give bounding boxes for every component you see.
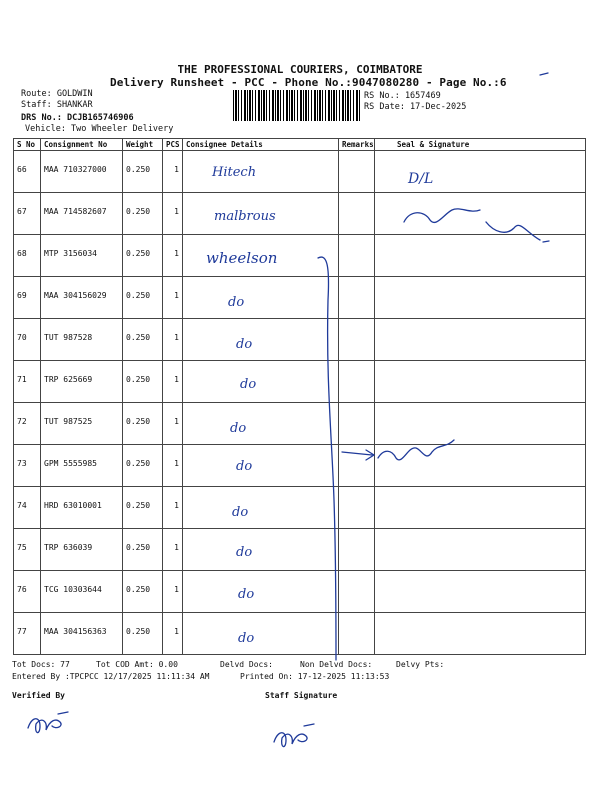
cell-consignment: TRP 636039 <box>41 529 123 571</box>
seal-handwriting: D/L <box>408 171 434 187</box>
col-consignment: Consignment No <box>41 139 123 151</box>
handwriting: do <box>236 459 253 474</box>
rs-date: RS Date: 17-Dec-2025 <box>364 102 467 112</box>
cell-weight: 0.250 <box>123 403 163 445</box>
handwriting: do <box>230 421 247 436</box>
cell-weight: 0.250 <box>123 361 163 403</box>
entered-by: Entered By :TPCPCC 12/17/2025 11:11:34 AM <box>12 672 210 681</box>
cell-consignment: TUT 987525 <box>41 403 123 445</box>
cell-consignment: TUT 987528 <box>41 319 123 361</box>
cell-weight: 0.250 <box>123 193 163 235</box>
document-title: THE PROFESSIONAL COURIERS, COIMBATORE <box>177 63 423 76</box>
handwriting: do <box>240 377 257 392</box>
cell-sno: 76 <box>14 571 41 613</box>
handwriting: Hitech <box>212 165 257 180</box>
cell-pcs: 1 <box>163 529 183 571</box>
col-sno: S No <box>14 139 41 151</box>
verified-signature <box>28 712 68 733</box>
runsheet-subtitle: Delivery Runsheet - PCC - Phone No.:9047080280 - Page No.:6 <box>110 76 507 89</box>
vehicle-label: Vehicle: Two Wheeler Delivery <box>25 124 174 134</box>
cell-consignment: HRD 63010001 <box>41 487 123 529</box>
cell-weight: 0.250 <box>123 319 163 361</box>
col-seal: Seal & Signature <box>375 139 586 151</box>
handwriting: wheelson <box>206 249 278 267</box>
total-cod-amount: Tot COD Amt: 0.00 <box>96 660 178 669</box>
cell-consignment: MAA 304156363 <box>41 613 123 655</box>
cell-pcs: 1 <box>163 487 183 529</box>
staff-label: Staff: SHANKAR <box>21 100 93 110</box>
delivered-docs: Delvd Docs: <box>220 660 273 669</box>
pen-mark <box>540 73 548 75</box>
cell-weight: 0.250 <box>123 445 163 487</box>
cell-sno: 67 <box>14 193 41 235</box>
cell-sno: 72 <box>14 403 41 445</box>
cell-sno: 70 <box>14 319 41 361</box>
cell-sno: 66 <box>14 151 41 193</box>
cell-consignment: MAA 304156029 <box>41 277 123 319</box>
cell-weight: 0.250 <box>123 151 163 193</box>
delivery-points: Delvy Pts: <box>396 660 445 669</box>
cell-sno: 73 <box>14 445 41 487</box>
handwriting: do <box>232 505 249 520</box>
cell-consignment: MAA 710327000 <box>41 151 123 193</box>
cell-sno: 77 <box>14 613 41 655</box>
pen-mark <box>543 241 549 242</box>
col-consignee: Consignee Details <box>183 139 339 151</box>
handwriting: malbrous <box>214 209 276 224</box>
cell-consignment: GPM 5555985 <box>41 445 123 487</box>
cell-sno: 68 <box>14 235 41 277</box>
cell-pcs: 1 <box>163 235 183 277</box>
cell-consignment: MTP 3156034 <box>41 235 123 277</box>
handwriting: do <box>236 545 253 560</box>
cell-pcs: 1 <box>163 319 183 361</box>
handwriting: do <box>228 295 245 310</box>
cell-weight: 0.250 <box>123 487 163 529</box>
staff-signature-label: Staff Signature <box>265 691 338 700</box>
arrow-to-signature <box>342 452 372 455</box>
rs-number: RS No.: 1657469 <box>364 91 441 101</box>
signature-scribble <box>378 440 454 460</box>
cell-pcs: 1 <box>163 151 183 193</box>
cell-pcs: 1 <box>163 403 183 445</box>
cell-sno: 75 <box>14 529 41 571</box>
col-pcs: PCS <box>163 139 183 151</box>
cell-pcs: 1 <box>163 613 183 655</box>
cell-weight: 0.250 <box>123 571 163 613</box>
ditto-arrow-line <box>318 257 336 660</box>
col-remarks: Remarks <box>339 139 375 151</box>
drs-number: DRS No.: DCJB165746906 <box>21 113 134 123</box>
cell-sno: 74 <box>14 487 41 529</box>
cell-pcs: 1 <box>163 361 183 403</box>
total-docs: Tot Docs: 77 <box>12 660 70 669</box>
route-label: Route: GOLDWIN <box>21 89 93 99</box>
cell-pcs: 1 <box>163 445 183 487</box>
cell-consignment: TCG 10303644 <box>41 571 123 613</box>
cell-sno: 69 <box>14 277 41 319</box>
cell-weight: 0.250 <box>123 235 163 277</box>
cell-weight: 0.250 <box>123 277 163 319</box>
cell-sno: 71 <box>14 361 41 403</box>
handwriting: do <box>238 631 255 646</box>
verified-by-label: Verified By <box>12 691 65 700</box>
cell-weight: 0.250 <box>123 613 163 655</box>
signature-scribble <box>404 209 540 240</box>
handwriting: do <box>236 337 253 352</box>
col-weight: Weight <box>123 139 163 151</box>
staff-signature <box>274 724 314 747</box>
cell-consignment: TRP 625669 <box>41 361 123 403</box>
printed-on: Printed On: 17-12-2025 11:13:53 <box>240 672 390 681</box>
cell-pcs: 1 <box>163 193 183 235</box>
cell-consignment: MAA 714582607 <box>41 193 123 235</box>
cell-weight: 0.250 <box>123 529 163 571</box>
handwriting: do <box>238 587 255 602</box>
non-delivered-docs: Non Delvd Docs: <box>300 660 373 669</box>
cell-pcs: 1 <box>163 277 183 319</box>
cell-pcs: 1 <box>163 571 183 613</box>
